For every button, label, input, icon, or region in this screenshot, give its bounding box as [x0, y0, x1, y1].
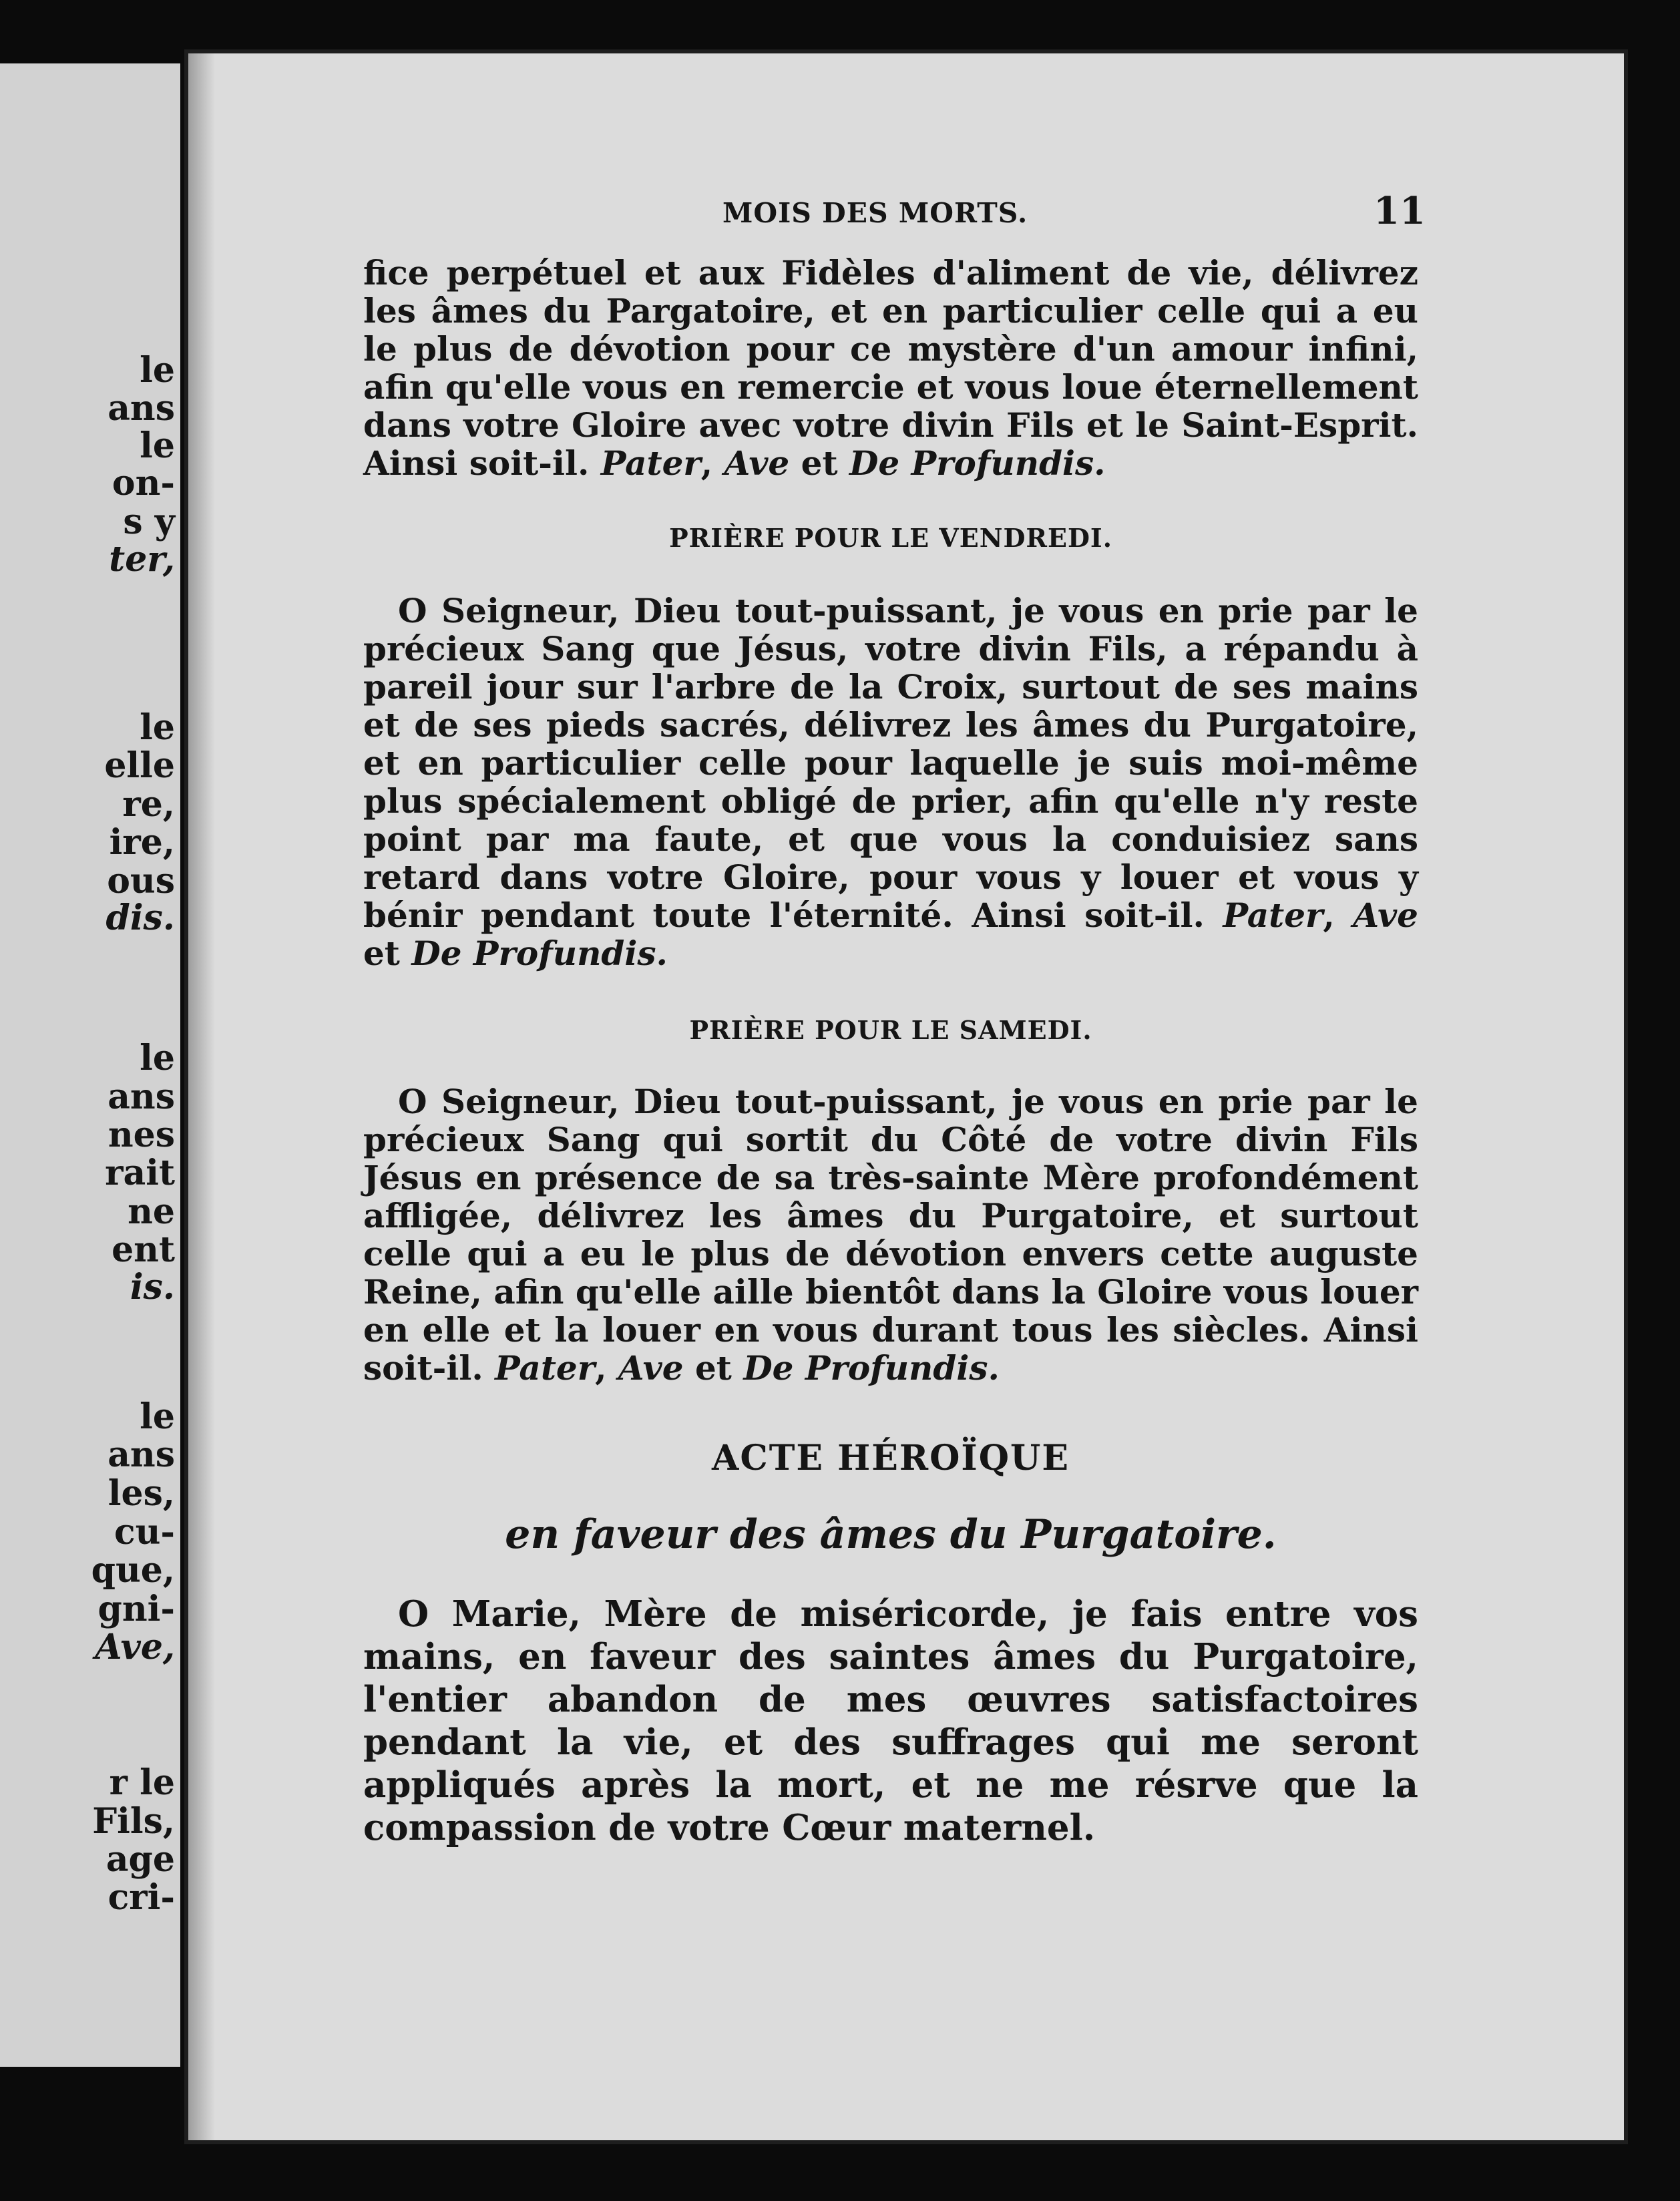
- facing-page-line: ent: [112, 1229, 175, 1270]
- facing-page-line: ous: [107, 861, 175, 902]
- section-title-vendredi: PRIÈRE POUR LE VENDREDI.: [669, 523, 1112, 553]
- prayer-vendredi: O Seigneur, Dieu tout-puissant, je vous en prie par le précieux Sang que Jésus, votre divin Fils, a répandu à pareil jour sur l'arbre de la Croix, surtout de ses mains et de ses pieds sacrés, délivrez les âmes du Purgatoire, et en particulier celle pour laquelle je suis moi-même plus spécialement obligé de prier, afin qu'elle n'y reste point par ma faute, et que vous la conduisiez sans retard dans votre Gloire, pour vous y louer et vous y bénir pendant toute l'éternité. Ainsi soit-il. Pater, Ave et De Profundis.: [363, 591, 1418, 973]
- continuation-paragraph: fice perpétuel et aux Fidèles d'aliment de vie, délivrez les âmes du Pargatoire, et en particulier celle qui a eu le plus de dévotion pour ce mystère d'un amour infini, afin qu'elle vous en remercie et vous loue éternellement dans votre Gloire avec votre divin Fils et le Saint-Esprit. Ainsi soit-il. Pater, Ave et De Profundis.: [363, 253, 1418, 483]
- de-profundis-word: De Profundis.: [743, 1348, 1000, 1388]
- acte-heroique-title: ACTE HÉROÏQUE: [711, 1438, 1070, 1478]
- acte-heroique-text: O Marie, Mère de miséricorde, je fais entre vos mains, en faveur des saintes âmes du Purgatoire, l'entier abandon de mes œuvres satisfactoires pendant la vie, et des suffrages qui me seront appliqués après la mort, et ne me résrve que la compassion de votre Cœur maternel.: [363, 1593, 1418, 1848]
- facing-page-line: cri-: [108, 1877, 175, 1918]
- et-word: et: [694, 1348, 732, 1388]
- page-number: 11: [1374, 189, 1426, 233]
- facing-page-line: elle: [104, 745, 175, 786]
- de-profundis-word: De Profundis.: [411, 934, 668, 973]
- ave-word: Ave: [1353, 895, 1418, 935]
- facing-page-line: ne: [128, 1191, 175, 1232]
- facing-page-line: re,: [122, 784, 175, 825]
- facing-page-line: le: [140, 1396, 175, 1437]
- section-title-samedi: PRIÈRE POUR LE SAMEDI.: [689, 1015, 1092, 1045]
- facing-page-line: ans: [108, 1076, 175, 1117]
- facing-page-line: ans: [108, 1434, 175, 1475]
- facing-page-line: le: [140, 425, 175, 466]
- acte-heroique-subtitle: en faveur des âmes du Purgatoire.: [505, 1511, 1277, 1558]
- facing-page-line: on-: [112, 463, 175, 504]
- prayer-vendredi-text: O Seigneur, Dieu tout-puissant, je vous en prie par le précieux Sang que Jésus, votre divin Fils, a répandu à pareil jour sur l'arbre de la Croix, surtout de ses mains et de ses pieds sacrés, délivrez les âmes du Purgatoire, et en particulier celle pour laquelle je suis moi-même plus spécialement obligé de prier, afin qu'elle n'y reste point par ma faute, et que vous la conduisiez sans retard dans votre Gloire, pour vous y louer et vous y bénir pendant toute l'éternité. Ainsi soit-il.: [363, 591, 1418, 935]
- facing-page-line: age: [106, 1839, 175, 1880]
- book-page: [188, 53, 1624, 2140]
- prayer-samedi: O Seigneur, Dieu tout-puissant, je vous en prie par le précieux Sang qui sortit du Côté de votre divin Fils Jésus en présence de sa très-sainte Mère profondément affligée, délivrez les âmes du Purgatoire, et surtout celle qui a eu le plus de dévotion envers cette auguste Reine, afin qu'elle aille bientôt dans la Gloire vous louer en elle et la louer en vous durant tous les siècles. Ainsi soit-il. Pater, Ave et De Profundis.: [363, 1082, 1418, 1388]
- facing-page-line: cu-: [114, 1512, 175, 1553]
- continuation-text: fice perpétuel et aux Fidèles d'aliment de vie, délivrez les âmes du Pargatoire, et en particulier celle qui a eu le plus de dévotion pour ce mystère d'un amour infini, afin qu'elle vous en remercie et vous loue éternellement dans votre Gloire avec votre divin Fils et le Saint-Esprit. Ainsi soit-il.: [363, 253, 1418, 483]
- facing-page-line: le: [140, 350, 175, 391]
- page-body: [363, 254, 1418, 1849]
- pater-word: Pater: [495, 1348, 596, 1388]
- facing-page-line: ter,: [109, 539, 175, 580]
- facing-page-line: gni-: [97, 1589, 175, 1629]
- facing-page-line: nes: [108, 1115, 175, 1155]
- facing-page-line: s y: [123, 502, 175, 542]
- et-word: et: [801, 443, 838, 483]
- ave-word: Ave: [618, 1348, 684, 1388]
- running-head: MOIS DES MORTS.: [722, 197, 1028, 229]
- facing-page-line: r le: [109, 1762, 175, 1803]
- facing-page-line: dis.: [106, 897, 175, 938]
- facing-page-line: les,: [108, 1473, 175, 1514]
- facing-page-line: Ave,: [95, 1627, 175, 1667]
- facing-page-line: ans: [108, 388, 175, 429]
- ave-word: Ave: [724, 443, 790, 483]
- prayer-samedi-text: O Seigneur, Dieu tout-puissant, je vous en prie par le précieux Sang qui sortit du Côté de votre divin Fils Jésus en présence de sa très-sainte Mère profondément affligée, délivrez les âmes du Purgatoire, et surtout celle qui a eu le plus de dévotion envers cette auguste Reine, afin qu'elle aille bientôt dans la Gloire vous louer en elle et la louer en vous durant tous les siècles. Ainsi soit-il.: [363, 1082, 1418, 1388]
- pater-word: Pater: [600, 443, 701, 483]
- facing-page-line: is.: [130, 1267, 175, 1308]
- page-header: [188, 189, 1624, 244]
- facing-page-line: que,: [91, 1550, 175, 1591]
- facing-page-line: rait: [105, 1153, 175, 1193]
- facing-page: [0, 63, 180, 2067]
- et-word: et: [363, 934, 400, 973]
- page-gutter: [188, 53, 215, 2140]
- facing-page-line: Fils,: [92, 1801, 175, 1842]
- de-profundis-word: De Profundis.: [849, 443, 1106, 483]
- facing-page-line: le: [140, 1038, 175, 1078]
- facing-page-line: le: [140, 707, 175, 748]
- pater-word: Pater: [1223, 895, 1323, 935]
- facing-page-line: ire,: [109, 822, 175, 863]
